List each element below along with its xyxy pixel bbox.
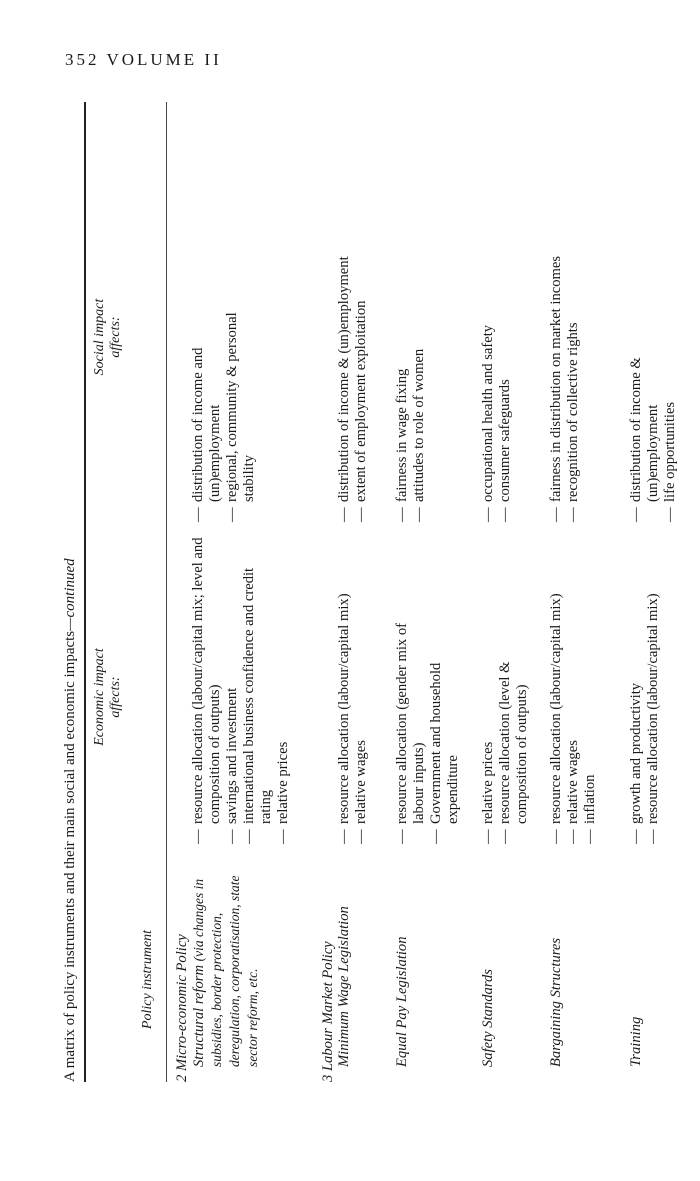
- list-item: — consumer safeguards: [497, 242, 514, 522]
- caption-continued: —continued: [62, 558, 78, 631]
- list-item: — resource allocation (labour/capital mix; level and composition of outputs): [190, 534, 224, 844]
- list-item: — attitudes to role of women: [411, 262, 428, 522]
- table-row-economic: [480, 534, 531, 844]
- list-item: — fairness in wage fixing: [394, 262, 411, 522]
- list-item: — international business confidence and credit rating: [241, 534, 275, 844]
- list-item: — relative wages: [565, 534, 582, 844]
- table-row-economic: [394, 534, 462, 844]
- section-label: 3 Labour Market Policy: [320, 941, 336, 1082]
- list-item: — resource allocation (level & composition of outputs): [497, 624, 531, 844]
- col-header-economic-line2: affects:: [108, 676, 123, 718]
- col-header-policy-text: Policy instrument: [140, 929, 155, 1030]
- running-header: [65, 50, 222, 70]
- list-item: — distribution of income & (un)employment: [628, 262, 662, 522]
- list-item: — resource allocation (labour/capital mix): [336, 534, 353, 844]
- list-item: — inflation: [582, 534, 599, 844]
- list-item: — relative prices: [480, 534, 497, 844]
- header-rule: [166, 102, 167, 1082]
- list-item: — savings and investment: [224, 534, 241, 844]
- table-caption: [62, 558, 79, 1082]
- table-row-social: [336, 102, 370, 522]
- list-item: — resource allocation (gender mix of labour inputs): [394, 594, 428, 844]
- rotated-table: [62, 102, 682, 1082]
- instrument-name: Structural reform: [191, 964, 207, 1067]
- col-header-social-line1: Social impact: [92, 298, 107, 376]
- col-header-economic-line1: Economic impact: [92, 648, 107, 746]
- table-row-instrument: Safety Standards: [480, 969, 496, 1067]
- table-row-social: [190, 262, 258, 522]
- list-item: — extent of employment exploitation: [353, 102, 370, 522]
- col-header-social-line2: affects:: [108, 316, 123, 358]
- list-item: — Government and household expenditure: [428, 624, 462, 844]
- table-row-economic: [190, 534, 292, 844]
- table-row-instrument: Training: [628, 1016, 644, 1067]
- list-item: — resource allocation (labour/capital mix): [645, 584, 662, 844]
- page-number: 352: [65, 50, 100, 69]
- list-item: — recognition of collective rights: [565, 202, 582, 522]
- table-row-economic: [628, 534, 662, 844]
- list-item: — life opportunities: [662, 262, 679, 522]
- section-label: 2 Micro-economic Policy: [174, 934, 190, 1082]
- list-item: — fairness in distribution on market incomes: [548, 202, 565, 522]
- list-item: — relative wages: [353, 534, 370, 844]
- table-row-social: [548, 202, 582, 522]
- table-row-instrument: [190, 852, 262, 1067]
- col-header-policy: [140, 877, 156, 1082]
- list-item: — occupational health and safety: [480, 242, 497, 522]
- list-item: — relative prices: [275, 534, 292, 844]
- table-row-instrument: Equal Pay Legislation: [394, 936, 410, 1067]
- top-rule: [84, 102, 86, 1082]
- table-row-social: [628, 262, 679, 522]
- running-head-title: VOLUME II: [106, 50, 222, 69]
- col-header-economic: [92, 537, 124, 857]
- list-item: — regional, community & personal stability: [224, 262, 258, 522]
- table-row-instrument: Minimum Wage Legislation: [336, 906, 352, 1067]
- caption-text: A matrix of policy instruments and their main social and economic impacts: [62, 630, 78, 1082]
- list-item: — distribution of income & (un)employment: [336, 242, 353, 522]
- table-row-instrument: Bargaining Structures: [548, 937, 564, 1067]
- list-item: — resource allocation (labour/capital mix): [548, 584, 565, 844]
- col-header-social: [92, 127, 124, 547]
- list-item: — distribution of income and (un)employment: [190, 262, 224, 522]
- table-row-economic: [336, 534, 370, 844]
- table-row-social: [480, 242, 514, 522]
- instrument-detail: (via changes in subsidies, border protection, deregulation, corporatisation, state sector reform, etc.: [191, 875, 260, 1067]
- table-row-economic: [548, 534, 599, 844]
- table-row-social: [394, 262, 428, 522]
- list-item: — growth and productivity: [628, 534, 645, 844]
